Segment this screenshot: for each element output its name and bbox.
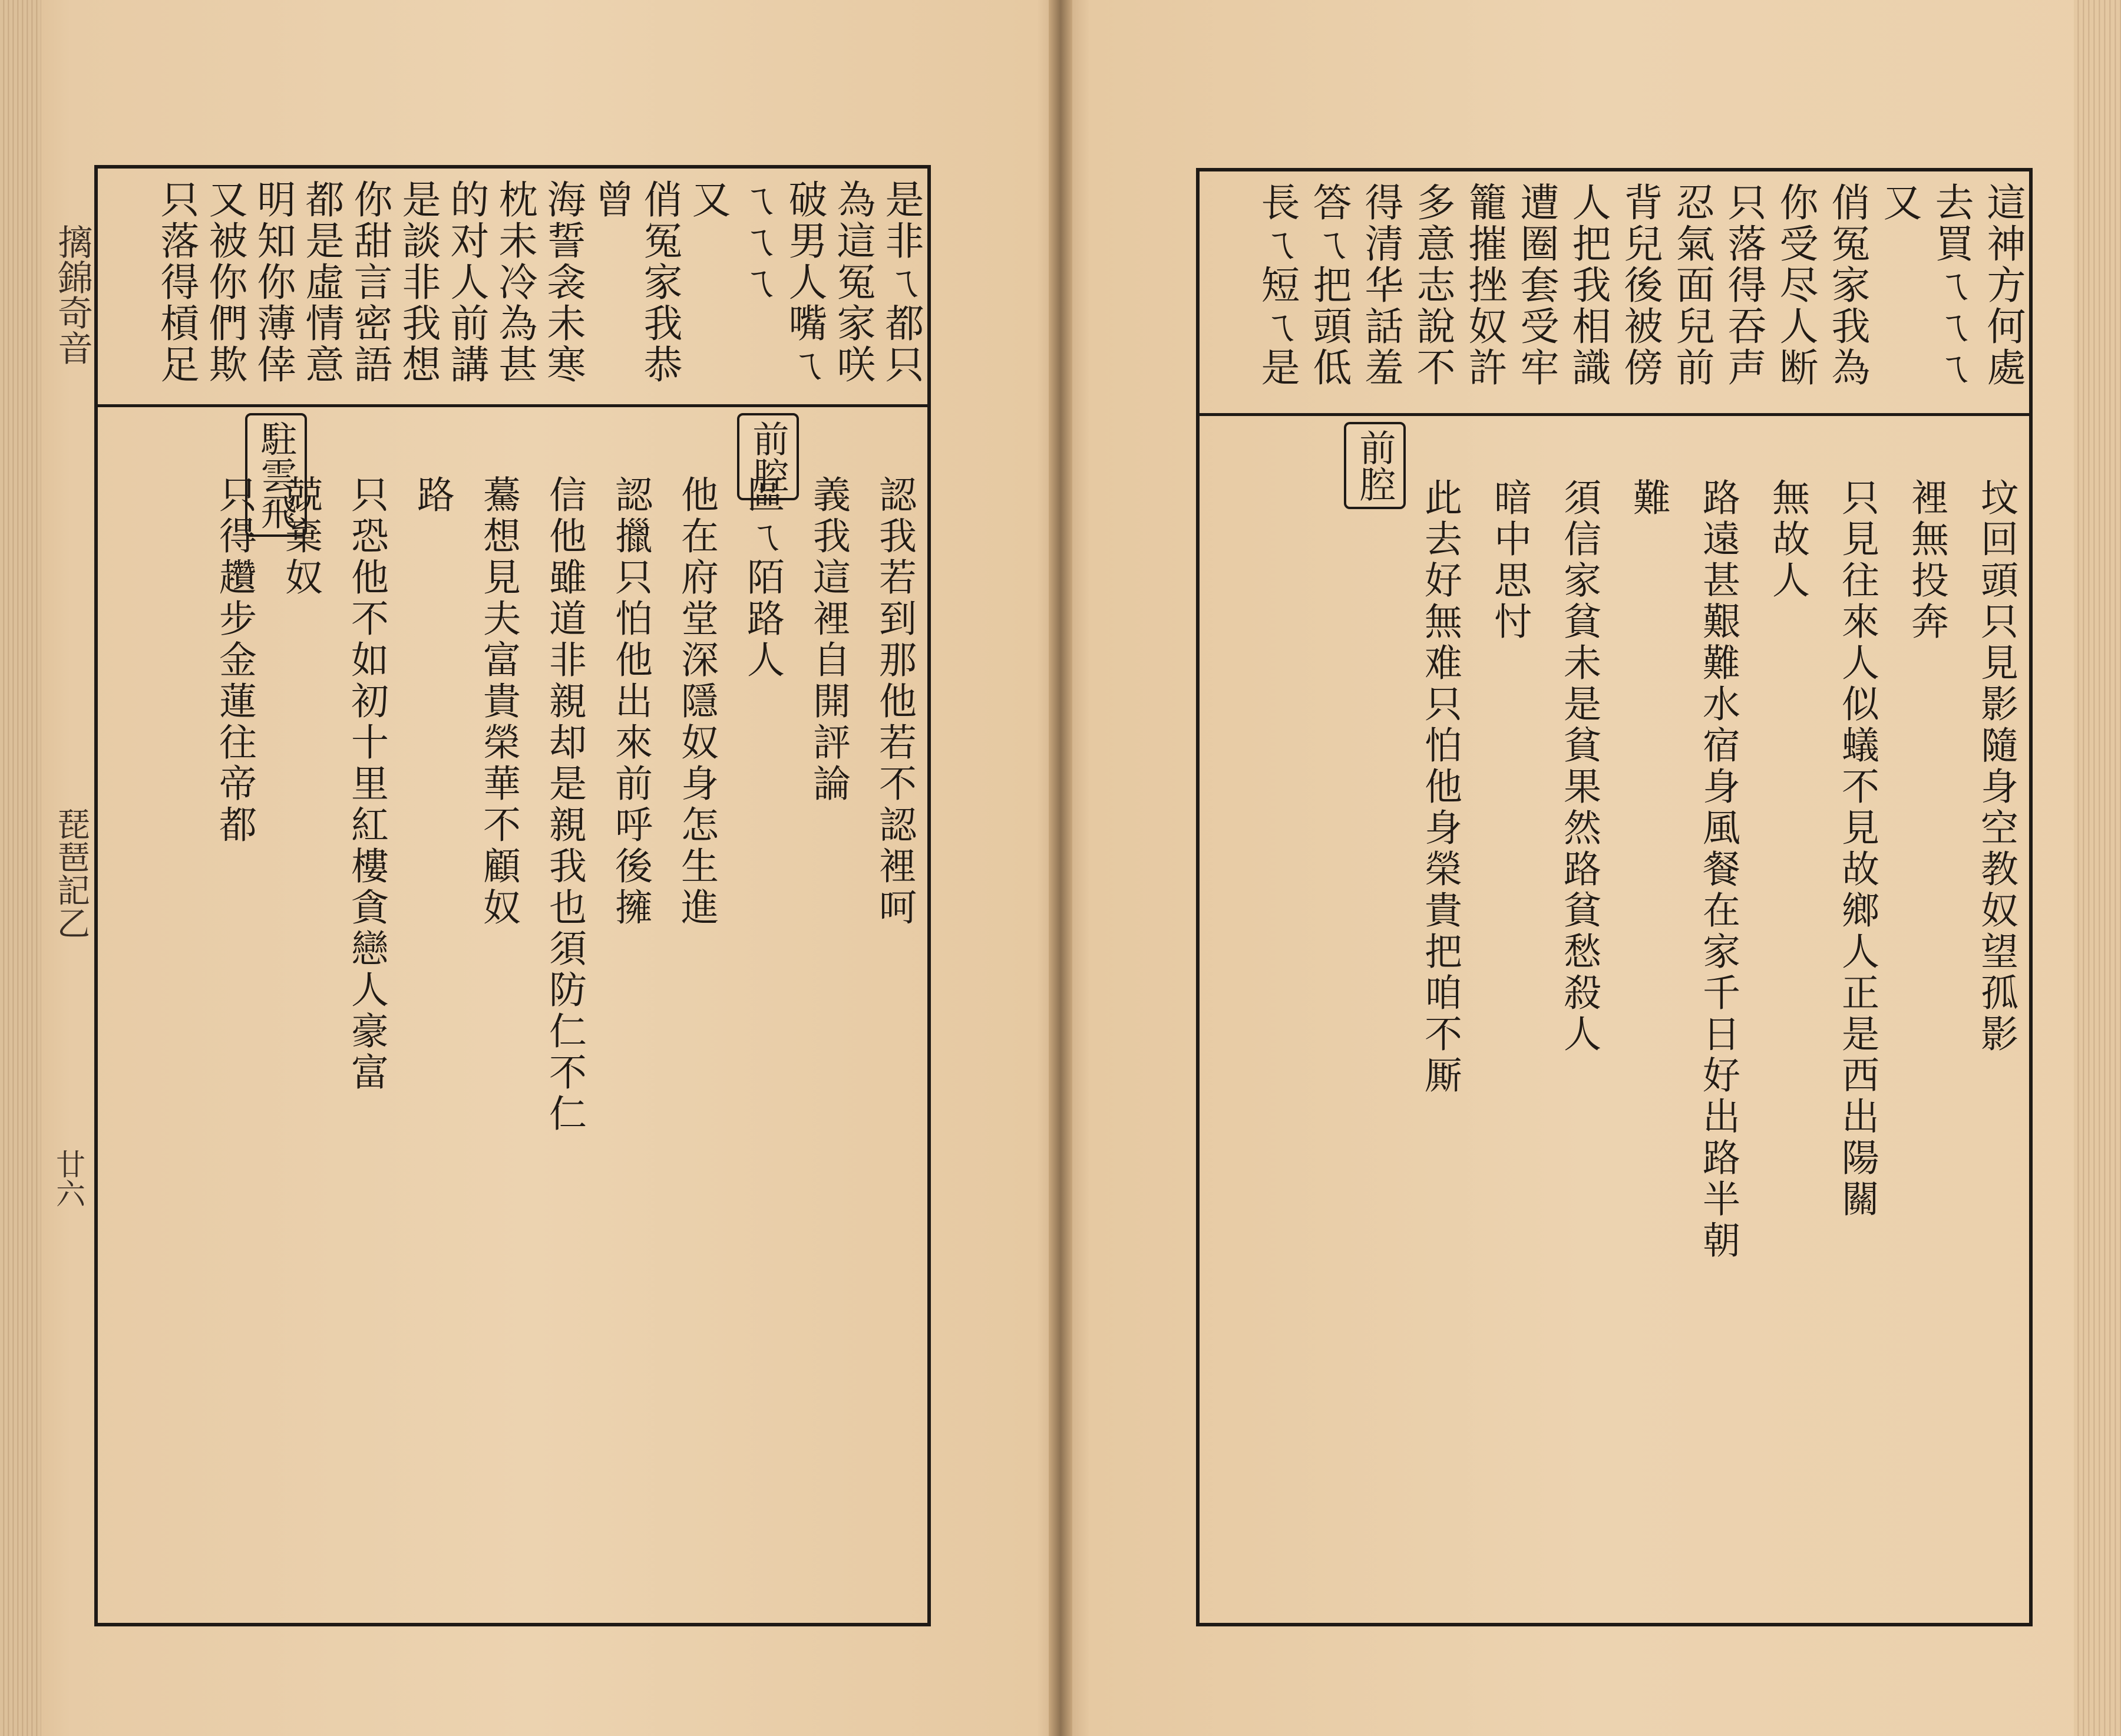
verse-column: 又被你們欺 <box>202 179 247 385</box>
verse-column: 明知你薄倖 <box>250 179 296 385</box>
right-page-edges <box>2074 0 2121 1736</box>
left-text-frame <box>94 165 931 1626</box>
verse-column: 你受尽人断 <box>1773 182 1818 388</box>
left-register-divider <box>98 404 927 407</box>
script-column: 驀想見夫富貴榮華不顧奴 <box>477 475 520 929</box>
verse-column: 只落得槓足 <box>154 179 199 385</box>
verse-column: 都是虛情意 <box>299 179 344 385</box>
verse-column: 得清华話羞 <box>1358 182 1403 388</box>
margin-title: 摛錦奇音 <box>52 224 93 365</box>
book-gutter <box>1049 0 1072 1736</box>
lyric-column: 難 <box>1627 478 1670 519</box>
script-column: 只恐他不如初十里紅樓貪戀人豪富 <box>345 475 388 1094</box>
section-marker-qianqiang-right: 前腔 <box>1344 422 1406 509</box>
section-marker-qianqiang: 前腔 <box>737 413 799 500</box>
verse-column: 你甜言密語 <box>347 179 392 385</box>
right-register-divider <box>1200 413 2029 416</box>
margin-subtitle: 琵琶記乙 <box>52 807 90 939</box>
verse-column: 只落得吞声 <box>1721 182 1766 388</box>
script-column: 義我這裡自開評論 <box>807 475 850 805</box>
verse-column: 答ㄟ把頭低 <box>1306 182 1352 388</box>
lyric-column: 只見往來人似蟻不見故鄉人正是西出陽關 <box>1835 478 1879 1220</box>
tune-marker-zhuyunfei: 駐雲飛 <box>245 413 307 537</box>
verse-column: 海誓衾未寒 <box>540 179 586 385</box>
lyric-column: 坟回頭只見影隨身空教奴望孤影 <box>1974 478 2018 1055</box>
script-column: 信他雖道非親却是親我也須防仁不仁 <box>543 475 586 1135</box>
verse-column: 又 <box>685 179 731 220</box>
script-column: 他在府堂深隱奴身怎生進 <box>675 475 718 929</box>
folio-number: 廿六 <box>51 1149 85 1208</box>
verse-column: 是談非我想 <box>395 179 441 385</box>
verse-column: 枕未冷為甚 <box>492 179 537 385</box>
script-column: 路 <box>411 475 454 516</box>
lyric-column: 須信家貧未是貧果然路貧愁殺人 <box>1557 478 1601 1055</box>
verse-column: 曾 <box>589 179 634 220</box>
lyric-column: 此去好無难只怕他身榮貴把咱不厮 <box>1418 478 1462 1097</box>
verse-column: 又 <box>1876 182 1922 223</box>
script-column: 只得趲步金蓮往帝都 <box>213 475 256 846</box>
verse-column: 長ㄟ短ㄟ是 <box>1254 182 1300 388</box>
lyric-column: 暗中思忖 <box>1488 478 1531 643</box>
verse-column: 人把我相識 <box>1565 182 1611 388</box>
verse-column: 去買ㄟㄟㄟ <box>1928 182 1974 388</box>
verse-column: 的对人前講 <box>444 179 489 385</box>
verse-column: 俏冤家我為 <box>1825 182 1870 388</box>
script-column: 區ㄟ陌路人 <box>741 475 784 681</box>
right-text-frame <box>1196 168 2033 1626</box>
left-page-edges <box>0 0 41 1736</box>
lyric-column: 裡無投奔 <box>1905 478 1948 643</box>
verse-column: 籠摧挫奴許 <box>1462 182 1507 388</box>
verse-column: ㄟㄟㄟ <box>734 179 779 303</box>
verse-column: 忍氣面兒前 <box>1669 182 1714 388</box>
verse-column: 俏冤家我恭 <box>637 179 682 385</box>
verse-column: 這神方何處 <box>1980 182 2026 388</box>
script-column: 兢棄奴 <box>279 475 322 599</box>
verse-column: 是非ㄟ都只 <box>878 179 924 385</box>
verse-column: 背兒後被傍 <box>1617 182 1663 388</box>
script-column: 認擸只怕他出來前呼後擁 <box>609 475 652 929</box>
verse-column: 破男人嘴ㄟ <box>782 179 827 385</box>
lyric-column: 路遠甚艱難水宿身風餐在家千日好出路半朝 <box>1696 478 1740 1262</box>
lyric-column: 無故人 <box>1766 478 1809 602</box>
verse-column: 遭圈套受牢 <box>1514 182 1559 388</box>
verse-column: 多意志說不 <box>1410 182 1455 388</box>
script-column: 認我若到那他若不認裡呵 <box>873 475 916 929</box>
verse-column: 為這冤家咲 <box>830 179 876 385</box>
